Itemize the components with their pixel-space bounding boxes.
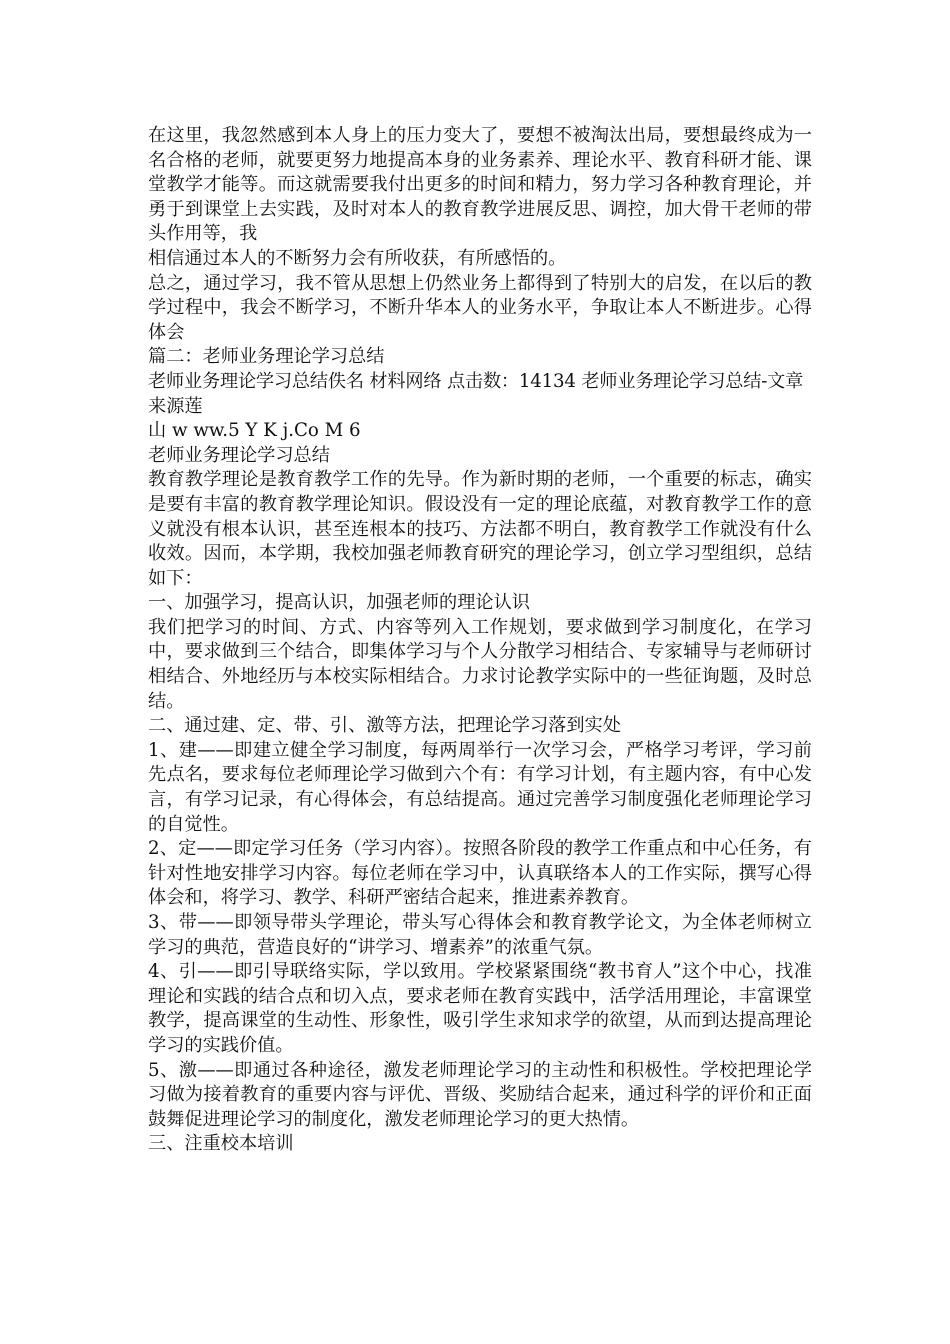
- document-page: [148, 124, 812, 1157]
- article-meta-line: 老师业务理论学习总结佚名 材料网络 点击数：14134 老师业务理论学习总结-文章: [148, 370, 804, 392]
- article-title: 老师业务理论学习总结: [148, 444, 330, 466]
- heading-section-two: 二、通过建、定、带、引、激等方法，把理论学习落到实处: [148, 715, 621, 737]
- paragraph-study-plan: 我们把学习的时间、方式、内容等列入工作规划，要求做到学习制度化，在学习中，要求做到三个结合，即集体学习与个人分散学习相结合、专家辅导与老师研讨相结合、外地经历与本校实际相结合。力求讨论教学实际中的一些征询题，及时总结。: [148, 616, 812, 712]
- list-item-guide: 4、引——即引导联络实际，学以致用。学校紧紧围绕“教书育人”这个中心，找准理论和实践的结合点和切入点，要求老师在教育实践中，活学活用理论，丰富课堂教学，提高课堂的生动性、形象性，吸引学生求知求学的欲望，从而到达提高理论学习的实践价值。: [148, 961, 812, 1056]
- heading-section-three: 三、注重校本培训: [148, 1133, 294, 1155]
- paragraph-pressure-reflection: 在这里，我忽然感到本人身上的压力变大了，要想不被淘汰出局，要想最终成为一名合格的老师，就要更努力地提高本身的业务素养、理论水平、教育科研才能、课堂教学才能等。而这就需要我付出更多的时间和精力，努力学习各种教育理论，并勇于到课堂上去实践，及时对本人的教育教学进展反思、调控，加大骨干老师的带头作用等，我: [148, 125, 812, 245]
- list-item-lead: 3、带——即领导带头学理论，带头写心得体会和教育教学论文，为全体老师树立学习的典范，营造良好的“讲学习、增素养”的浓重气氛。: [148, 912, 812, 958]
- section-heading-part-two: 篇二：老师业务理论学习总结: [148, 346, 385, 368]
- list-item-motivate: 5、激——即通过各种途径，激发老师理论学习的主动性和积极性。学校把理论学习做为接着教育的重要内容与评优、晋级、奖励结合起来，通过科学的评价和正面鼓舞促进理论学习的制度化，激发老师理论学习的更大热情。: [148, 1059, 812, 1130]
- paragraph-conclusion: 总之，通过学习，我不管从思想上仍然业务上都得到了特别大的启发，在以后的教学过程中，我会不断学习，不断升华本人的业务水平，争取让本人不断进步。心得体会: [148, 272, 812, 343]
- article-source-url: 山 w ww.5 Y K j.Co M 6: [148, 420, 361, 442]
- article-source-line: 来源莲: [148, 395, 203, 417]
- list-item-set: 2、定——即定学习任务（学习内容）。按照各阶段的教学工作重点和中心任务，有针对性地安排学习内容。每位老师在学习中，认真联络本人的工作实际，撰写心得体会和，将学习、教学、科研严密结合起来，推进素养教育。: [148, 838, 812, 909]
- paragraph-theory-intro: 教育教学理论是教育教学工作的先导。作为新时期的老师，一个重要的标志，确实是要有丰富的教育教学理论知识。假设没有一定的理论底蕴，对教育教学工作的意义就没有根本认识，甚至连根本的技巧、方法都不明白，教育教学工作就没有什么收效。因而，本学期，我校加强老师教育研究的理论学习，创立学习型组织，总结如下：: [148, 469, 812, 589]
- paragraph-believe-effort: 相信通过本人的不断努力会有所收获，有所感悟的。: [148, 247, 567, 269]
- list-item-build: 1、建——即建立健全学习制度，每两周举行一次学习会，严格学习考评，学习前先点名，要求每位老师理论学习做到六个有：有学习计划，有主题内容，有中心发言，有学习记录，有心得体会，有总结提高。通过完善学习制度强化老师理论学习的自觉性。: [148, 739, 812, 835]
- heading-section-one: 一、加强学习，提高认识，加强老师的理论认识: [148, 592, 530, 614]
